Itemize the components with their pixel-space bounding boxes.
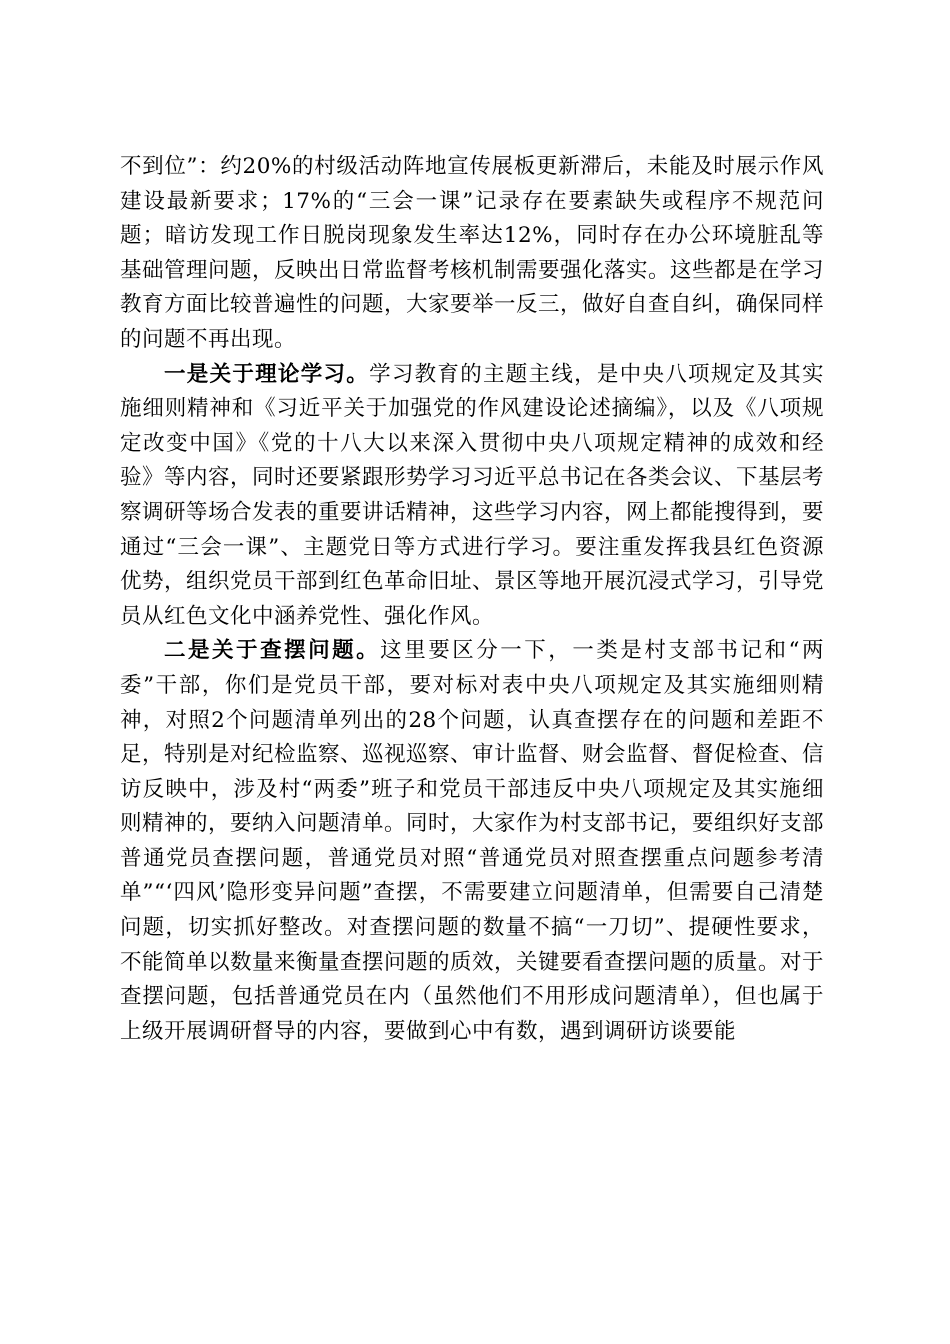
paragraph-text: 学习教育的主题主线，是中央八项规定及其实施细则精神和《习近平关于加强党的作风建设论述摘编》，以及《八项规定改变中国》《党的十八大以来深入贯彻中央八项规定精神的成效和经验》等内容，同时还要紧跟形势学习习近平总书记在各类会议、下基层考察调研等场合发表的重要讲话精神，这些学习内容，网上都能搜得到，要通过“三会一课”、主题党日等方式进行学习。要注重发挥我县红色资源优势，组织党员干部到红色革命旧址、景区等地开展沉浸式学习，引导党员从红色文化中涵养党性、强化作风。 [120,361,825,629]
paragraph-continuation [120,150,824,358]
paragraph-lead-heading: 二是关于查摆问题。 [164,638,381,664]
paragraph-problem-check [120,634,824,1049]
paragraph-text: 不到位”：约20%的村级活动阵地宣传展板更新滞后，未能及时展示作风建设最新要求；17%的“三会一课”记录存在要素缺失或程序不规范问题；暗访发现工作日脱岗现象发生率达12%，同时存在办公环境脏乱等基础管理问题，反映出日常监督考核机制需要强化落实。这些都是在学习教育方面比较普遍性的问题，大家要举一反三，做好自查自纠，确保同样的问题不再出现。 [120,154,825,352]
paragraph-theory-study [120,358,824,635]
paragraph-text: 这里要区分一下，一类是村支部书记和“两委”干部，你们是党员干部，要对标对表中央八项规定及其实施细则精神，对照2个问题清单列出的28个问题，认真查摆存在的问题和差距不足，特别是对纪检监察、巡视巡察、审计监督、财会监督、督促检查、信访反映中，涉及村“两委”班子和党员干部违反中央八项规定及其实施细则精神的，要纳入问题清单。同时，大家作为村支部书记，要组织好支部普通党员查摆问题，普通党员对照“普通党员对照查摆重点问题参考清单”“‘四风’隐形变异问题”查摆，不需要建立问题清单，但需要自己清楚问题，切实抓好整改。对查摆问题的数量不搞“一刀切”、提硬性要求，不能简单以数量来衡量查摆问题的质效，关键要看查摆问题的质量。对于查摆问题，包括普通党员在内（虽然他们不用形成问题清单），但也属于上级开展调研督导的内容，要做到心中有数，遇到调研访谈要能 [120,638,825,1044]
document-body [120,150,824,1049]
paragraph-lead-heading: 一是关于理论学习。 [164,361,370,387]
